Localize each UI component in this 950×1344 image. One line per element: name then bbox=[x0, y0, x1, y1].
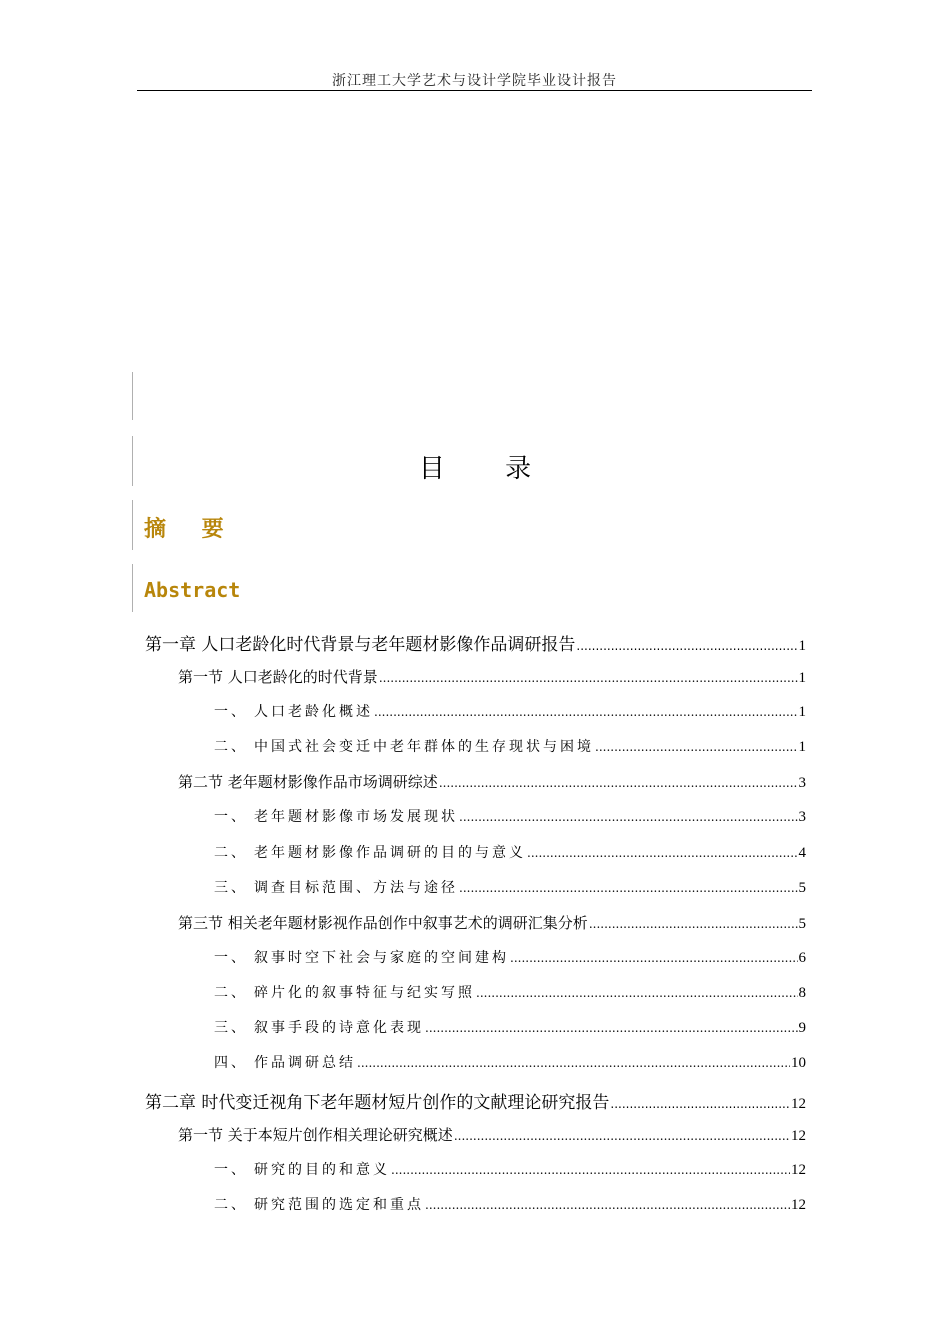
page-header: 浙江理工大学艺术与设计学院毕业设计报告 bbox=[332, 73, 617, 89]
toc-entry-label bbox=[178, 1124, 453, 1145]
toc-entry-page: 3 bbox=[798, 809, 806, 825]
toc-entry[interactable] bbox=[145, 630, 806, 655]
toc-entry-text: 人口老龄化时代背景与老年题材影像作品调研报告 bbox=[201, 635, 576, 655]
toc-entry-number: 二、 bbox=[214, 1197, 248, 1213]
toc-entry-label bbox=[214, 877, 458, 897]
toc-entry-label bbox=[214, 947, 509, 967]
toc-entry-text: 碎片化的叙事特征与纪实写照 bbox=[254, 985, 475, 1001]
toc-entry-label bbox=[178, 666, 378, 687]
toc-entry[interactable] bbox=[178, 666, 806, 687]
toc-entry-number: 第三节 bbox=[178, 914, 224, 932]
toc-entry-text: 关于本短片创作相关理论研究概述 bbox=[227, 1126, 453, 1144]
toc-entry[interactable] bbox=[178, 1124, 806, 1145]
toc-entry-page: 1 bbox=[798, 670, 806, 686]
toc-leader-dots bbox=[391, 1163, 790, 1177]
toc-entry-number: 一、 bbox=[214, 704, 248, 720]
toc-entry-text: 研究的目的和意义 bbox=[254, 1162, 390, 1178]
toc-entry-number: 第一节 bbox=[178, 668, 224, 686]
toc-entry-page: 10 bbox=[791, 1055, 806, 1071]
toc-entry-label bbox=[214, 806, 458, 826]
toc-entry[interactable] bbox=[214, 947, 806, 967]
toc-entry-page: 1 bbox=[798, 638, 806, 654]
toc-entry[interactable] bbox=[214, 1017, 806, 1037]
toc-leader-dots bbox=[595, 740, 798, 754]
toc-leader-dots bbox=[374, 705, 798, 719]
toc-entry-label bbox=[214, 842, 526, 862]
toc-leader-dots bbox=[439, 776, 798, 790]
toc-entry-text: 人口老龄化的时代背景 bbox=[227, 668, 378, 686]
toc-entry-number: 第二节 bbox=[178, 773, 224, 791]
toc-entry[interactable] bbox=[214, 842, 806, 862]
toc-entry-label bbox=[214, 1194, 424, 1214]
toc-entry-text: 人口老龄化概述 bbox=[254, 704, 373, 720]
toc-entry-text: 叙事时空下社会与家庭的空间建构 bbox=[254, 950, 509, 966]
toc-entry-number: 第一章 bbox=[145, 635, 196, 655]
margin-bar bbox=[132, 500, 133, 550]
toc-entry-label bbox=[214, 736, 594, 756]
toc-entry-number: 二、 bbox=[214, 845, 248, 861]
toc-entry[interactable] bbox=[214, 736, 806, 756]
toc-entry-number: 四、 bbox=[214, 1055, 248, 1071]
toc-leader-dots bbox=[610, 1097, 790, 1111]
toc-leader-dots bbox=[425, 1021, 798, 1035]
toc-entry-text: 老年题材影像作品市场调研综述 bbox=[227, 773, 438, 791]
toc-entry-page: 1 bbox=[798, 739, 806, 755]
toc-entry-page: 5 bbox=[798, 880, 806, 896]
toc-leader-dots bbox=[476, 986, 798, 1000]
toc-entry-label bbox=[214, 982, 475, 1002]
toc-entry-number: 三、 bbox=[214, 880, 248, 896]
toc-entry-label bbox=[214, 701, 373, 721]
toc-entry[interactable] bbox=[214, 701, 806, 721]
toc-abstract-en: Abstract bbox=[144, 578, 241, 602]
toc-entry-number: 第二章 bbox=[145, 1093, 196, 1113]
toc-leader-dots bbox=[576, 639, 797, 653]
toc-entry-text: 作品调研总结 bbox=[254, 1055, 356, 1071]
toc-entry-page: 5 bbox=[798, 916, 806, 932]
toc-entry[interactable] bbox=[214, 1052, 806, 1072]
toc-entry-text: 中国式社会变迁中老年群体的生存现状与困境 bbox=[254, 739, 594, 755]
toc-leader-dots bbox=[510, 951, 798, 965]
toc-entry-page: 12 bbox=[791, 1128, 806, 1144]
toc-entry-page: 12 bbox=[791, 1096, 806, 1112]
toc-entry-text: 时代变迁视角下老年题材短片创作的文献理论研究报告 bbox=[201, 1093, 610, 1113]
header-rule bbox=[137, 90, 812, 91]
toc-entry[interactable] bbox=[178, 771, 806, 792]
toc-leader-dots bbox=[527, 846, 798, 860]
toc-entry-label bbox=[214, 1017, 424, 1037]
toc-entry[interactable] bbox=[178, 912, 806, 933]
toc-entry-text: 老年题材影像作品调研的目的与意义 bbox=[254, 845, 526, 861]
toc-leader-dots bbox=[459, 810, 798, 824]
toc-leader-dots bbox=[379, 671, 798, 685]
toc-entry[interactable] bbox=[145, 1088, 806, 1113]
toc-entry-label bbox=[178, 771, 438, 792]
toc-entry-number: 一、 bbox=[214, 1162, 248, 1178]
toc-entry-page: 6 bbox=[798, 950, 806, 966]
toc-entry-text: 研究范围的选定和重点 bbox=[254, 1197, 424, 1213]
toc-entry[interactable] bbox=[214, 1159, 806, 1179]
margin-bar bbox=[132, 372, 133, 420]
toc-entry-label bbox=[145, 1088, 609, 1113]
toc-entry-number: 一、 bbox=[214, 950, 248, 966]
toc-entry-page: 9 bbox=[798, 1020, 806, 1036]
toc-entry-number: 第一节 bbox=[178, 1126, 224, 1144]
toc-entry-page: 12 bbox=[791, 1197, 806, 1213]
toc-entry-label bbox=[145, 630, 575, 655]
toc-entry-text: 老年题材影像市场发展现状 bbox=[254, 809, 458, 825]
toc-leader-dots bbox=[454, 1129, 790, 1143]
toc-entry-page: 12 bbox=[791, 1162, 806, 1178]
toc-entry-page: 3 bbox=[798, 775, 806, 791]
toc-entry-text: 叙事手段的诗意化表现 bbox=[254, 1020, 424, 1036]
toc-entry-page: 4 bbox=[798, 845, 806, 861]
toc-entry-page: 1 bbox=[798, 704, 806, 720]
toc-entry-label bbox=[214, 1052, 356, 1072]
toc-entry[interactable] bbox=[214, 877, 806, 897]
toc-leader-dots bbox=[589, 917, 798, 931]
toc-title: 目 录 bbox=[418, 454, 558, 484]
toc-entry-text: 相关老年题材影视作品创作中叙事艺术的调研汇集分析 bbox=[227, 914, 588, 932]
toc-entry-text: 调查目标范围、方法与途径 bbox=[254, 880, 458, 896]
toc-entry-label bbox=[178, 912, 588, 933]
toc-entry-number: 二、 bbox=[214, 739, 248, 755]
toc-entry[interactable] bbox=[214, 806, 806, 826]
toc-entry[interactable] bbox=[214, 1194, 806, 1214]
toc-entry[interactable] bbox=[214, 982, 806, 1002]
toc-entry-number: 二、 bbox=[214, 985, 248, 1001]
toc-leader-dots bbox=[425, 1198, 790, 1212]
margin-bar bbox=[132, 564, 133, 612]
toc-entry-number: 一、 bbox=[214, 809, 248, 825]
toc-entry-number: 三、 bbox=[214, 1020, 248, 1036]
toc-entry-label bbox=[214, 1159, 390, 1179]
toc-leader-dots bbox=[357, 1056, 790, 1070]
toc-abstract-zh: 摘 要 bbox=[144, 517, 238, 542]
toc-entry-page: 8 bbox=[798, 985, 806, 1001]
toc-leader-dots bbox=[459, 881, 798, 895]
